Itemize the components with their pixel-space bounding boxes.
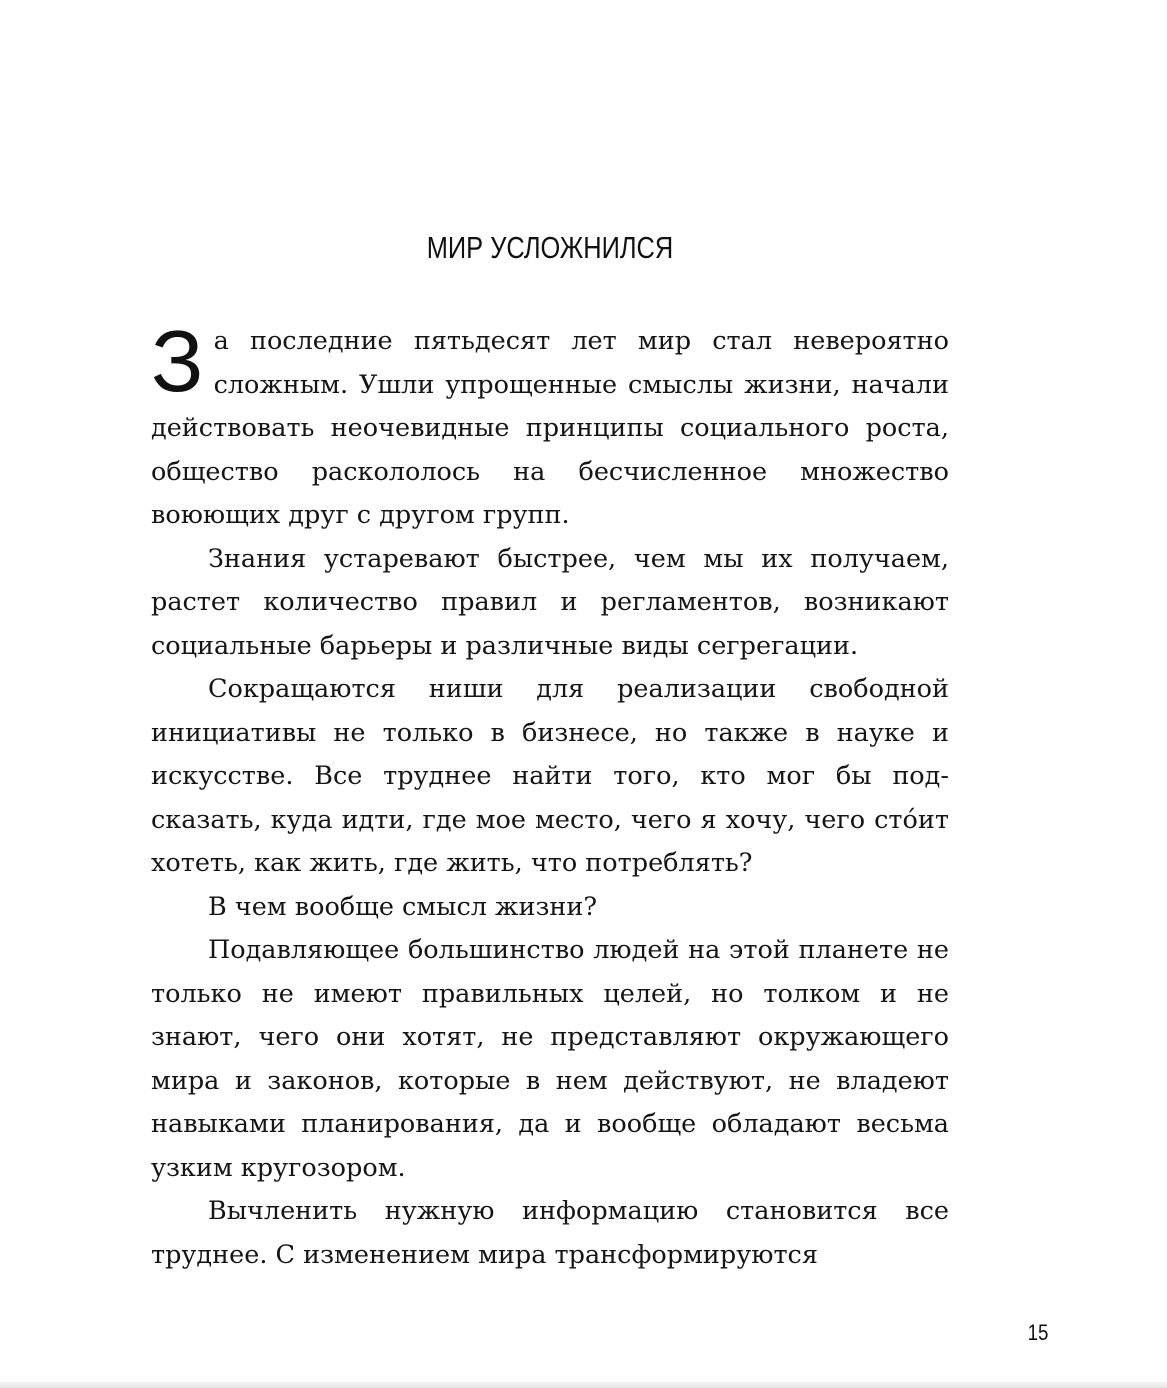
paragraph-6: Вычленить нужную информацию становится все труднее. С изменением мира трансформируются (151, 1196, 949, 1270)
paragraph-5: Подавляющее большинство людей на этой планете не только не имеют правильных целей, но толком и не знают, чего они хотят, не представляют окружающего мира и законов, которые в нем действуют, не владеют навыками планирования, да и вообще обладают весьма узким кругозором. (151, 935, 949, 1183)
paragraph-4: В чем вообще смысл жизни? (208, 891, 598, 922)
body-text (151, 313, 949, 1277)
drop-cap: З (151, 313, 204, 410)
paragraph-2: Знания устаревают быстрее, чем мы их получаем, растет количество правил и регламентов, возникают социальные барьеры и различные виды сегрегации. (151, 543, 949, 661)
chapter-title: МИР УСЛОЖНИЛСЯ (426, 230, 674, 265)
paragraph-1-text: а последние пятьдесят лет мир стал невероятно сложным. Ушли упрощенные смыслы жизни, начали действовать неочевидные принципы социального роста, общество раскололось на бесчисленное множество воюющих друг с другом групп. (151, 326, 949, 530)
paragraph-1 (151, 313, 949, 538)
paragraph-3: Сокращаются ниши для реализации свободной инициативы не только в бизнесе, но также в науке и искусстве. Все труднее найти того, кто мог бы подсказать, куда идти, где мое место, чего я хочу, чего сто́ит хотеть, как жить, где жить, что потреблять? (151, 674, 949, 878)
page-number: 15 (1027, 1320, 1049, 1345)
page-edge-shadow (0, 1382, 1167, 1388)
